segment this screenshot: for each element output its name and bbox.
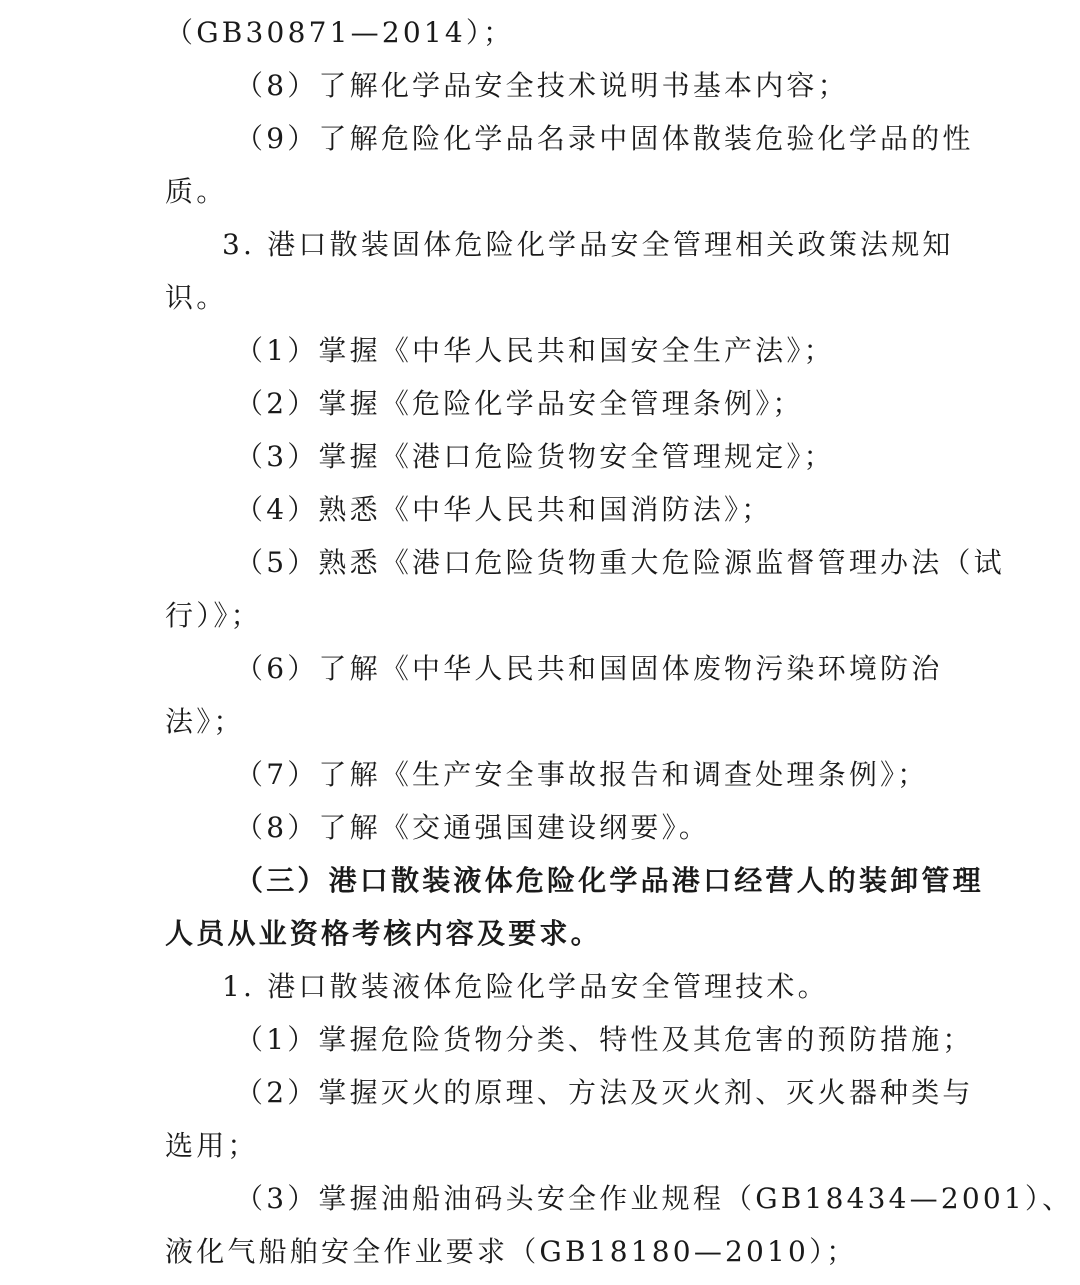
text-line: 液化气船舶安全作业要求（GB18180—2010）；	[165, 1235, 858, 1268]
text-line: （3）掌握《港口危险货物安全管理规定》；	[235, 440, 835, 473]
text-line: 识。	[165, 281, 228, 314]
text-line: （4）熟悉《中华人民共和国消防法》；	[235, 493, 773, 526]
text-line: （2）掌握《危险化学品安全管理条例》；	[235, 387, 804, 420]
text-line: 质。	[165, 175, 228, 208]
text-line: （5）熟悉《港口危险货物重大危险源监督管理办法（试	[235, 546, 1005, 579]
text-line: （3）掌握油船油码头安全作业规程（GB18434—2001）、	[235, 1182, 1074, 1215]
text-line: （8）了解《交通强国建设纲要》。	[235, 811, 711, 844]
text-line: （GB30871—2014）；	[165, 16, 515, 49]
text-line: （1）掌握《中华人民共和国安全生产法》；	[235, 334, 835, 367]
text-line: （7）了解《生产安全事故报告和调查处理条例》；	[235, 758, 929, 791]
text-line: 3. 港口散装固体危险化学品安全管理相关政策法规知	[222, 228, 954, 261]
text-line: 选用；	[165, 1129, 259, 1162]
text-line: （6）了解《中华人民共和国固体废物污染环境防治	[235, 652, 943, 685]
text-line: 法》；	[165, 705, 245, 738]
text-line: （1）掌握危险货物分类、特性及其危害的预防措施；	[235, 1023, 974, 1056]
text-line: 1. 港口散装液体危险化学品安全管理技术。	[222, 970, 829, 1003]
text-line: （2）掌握灭火的原理、方法及灭火剂、灭火器种类与	[235, 1076, 974, 1109]
text-line: 行）》；	[165, 599, 262, 632]
section-heading: 人员从业资格考核内容及要求。	[165, 917, 602, 950]
text-line: （8）了解化学品安全技术说明书基本内容；	[235, 69, 849, 102]
text-line: （9）了解危险化学品名录中固体散装危验化学品的性	[235, 122, 974, 155]
section-heading: （三）港口散装液体危险化学品港口经营人的装卸管理	[235, 864, 984, 897]
